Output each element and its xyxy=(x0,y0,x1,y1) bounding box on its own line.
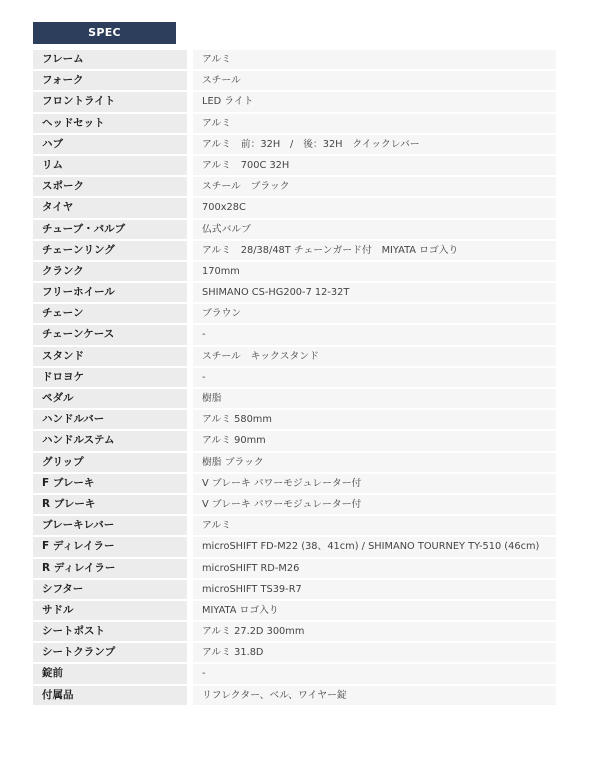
spec-label: ハブ xyxy=(33,135,187,154)
spec-row xyxy=(33,262,556,281)
spec-value: スチール ブラック xyxy=(193,177,556,196)
spec-value: アルミ 31.8D xyxy=(193,643,556,662)
spec-value: microSHIFT FD-M22 (38、41cm) / SHIMANO TOURNEY TY-510 (46cm) xyxy=(193,537,556,556)
spec-row xyxy=(33,177,556,196)
spec-label: ハンドルバー xyxy=(33,410,187,429)
spec-value: リフレクター、ベル、ワイヤー錠 xyxy=(193,686,556,705)
spec-row xyxy=(33,601,556,620)
spec-row xyxy=(33,283,556,302)
spec-value: microSHIFT RD-M26 xyxy=(193,559,556,578)
spec-row xyxy=(33,347,556,366)
spec-value: MIYATA ロゴ入り xyxy=(193,601,556,620)
spec-label: クランク xyxy=(33,262,187,281)
spec-value: アルミ 700C 32H xyxy=(193,156,556,175)
spec-row xyxy=(33,495,556,514)
spec-row xyxy=(33,474,556,493)
spec-value: microSHIFT TS39-R7 xyxy=(193,580,556,599)
spec-row xyxy=(33,643,556,662)
spec-value: V ブレーキ パワーモジュレーター付 xyxy=(193,495,556,514)
spec-label: ハンドルステム xyxy=(33,431,187,450)
spec-row xyxy=(33,50,556,69)
spec-row xyxy=(33,537,556,556)
spec-value: - xyxy=(193,368,556,387)
spec-label: シフター xyxy=(33,580,187,599)
spec-row xyxy=(33,580,556,599)
spec-value: ブラウン xyxy=(193,304,556,323)
spec-value: LED ライト xyxy=(193,92,556,111)
spec-label: ペダル xyxy=(33,389,187,408)
spec-row xyxy=(33,92,556,111)
spec-value: - xyxy=(193,664,556,683)
spec-label: グリップ xyxy=(33,453,187,472)
spec-value: アルミ 580mm xyxy=(193,410,556,429)
spec-label: 錠前 xyxy=(33,664,187,683)
spec-value: スチール xyxy=(193,71,556,90)
spec-label: スタンド xyxy=(33,347,187,366)
spec-row xyxy=(33,516,556,535)
spec-value: 樹脂 xyxy=(193,389,556,408)
spec-row xyxy=(33,71,556,90)
spec-value: 170mm xyxy=(193,262,556,281)
spec-value: 仏式バルブ xyxy=(193,220,556,239)
spec-label: フレーム xyxy=(33,50,187,69)
spec-row xyxy=(33,559,556,578)
spec-value: スチール キックスタンド xyxy=(193,347,556,366)
spec-row xyxy=(33,220,556,239)
spec-value: アルミ 27.2D 300mm xyxy=(193,622,556,641)
spec-row xyxy=(33,410,556,429)
spec-label: ヘッドセット xyxy=(33,114,187,133)
spec-value: - xyxy=(193,325,556,344)
spec-row xyxy=(33,135,556,154)
spec-label: チェーン xyxy=(33,304,187,323)
spec-label: チェーンリング xyxy=(33,241,187,260)
spec-label: フォーク xyxy=(33,71,187,90)
spec-value: 700x28C xyxy=(193,198,556,217)
spec-row xyxy=(33,304,556,323)
spec-label: フリーホイール xyxy=(33,283,187,302)
spec-value: アルミ xyxy=(193,516,556,535)
spec-label: R ブレーキ xyxy=(33,495,187,514)
spec-row xyxy=(33,622,556,641)
spec-value: アルミ 90mm xyxy=(193,431,556,450)
spec-value: アルミ 28/38/48T チェーンガード付 MIYATA ロゴ入り xyxy=(193,241,556,260)
spec-label: ドロヨケ xyxy=(33,368,187,387)
spec-label: チューブ・バルブ xyxy=(33,220,187,239)
spec-row xyxy=(33,453,556,472)
spec-label: リム xyxy=(33,156,187,175)
spec-label: 付属品 xyxy=(33,686,187,705)
spec-label: タイヤ xyxy=(33,198,187,217)
spec-section-title: SPEC xyxy=(33,22,176,44)
spec-label: R ディレイラー xyxy=(33,559,187,578)
spec-label: サドル xyxy=(33,601,187,620)
spec-label: シートポスト xyxy=(33,622,187,641)
spec-value: アルミ xyxy=(193,114,556,133)
spec-label: F ディレイラー xyxy=(33,537,187,556)
spec-label: ブレーキレバー xyxy=(33,516,187,535)
spec-row xyxy=(33,325,556,344)
spec-row xyxy=(33,431,556,450)
spec-value: アルミ xyxy=(193,50,556,69)
spec-row xyxy=(33,686,556,705)
spec-row xyxy=(33,156,556,175)
spec-table xyxy=(33,50,556,707)
spec-value: SHIMANO CS-HG200-7 12-32T xyxy=(193,283,556,302)
spec-label: F ブレーキ xyxy=(33,474,187,493)
spec-label: チェーンケース xyxy=(33,325,187,344)
spec-row xyxy=(33,241,556,260)
spec-label: シートクランプ xyxy=(33,643,187,662)
spec-label: スポーク xyxy=(33,177,187,196)
spec-value: 樹脂 ブラック xyxy=(193,453,556,472)
spec-value: アルミ 前：32H / 後：32H クイックレバー xyxy=(193,135,556,154)
spec-row xyxy=(33,664,556,683)
spec-row xyxy=(33,198,556,217)
spec-row xyxy=(33,368,556,387)
spec-value: V ブレーキ パワーモジュレーター付 xyxy=(193,474,556,493)
spec-label: フロントライト xyxy=(33,92,187,111)
spec-row xyxy=(33,389,556,408)
spec-row xyxy=(33,114,556,133)
